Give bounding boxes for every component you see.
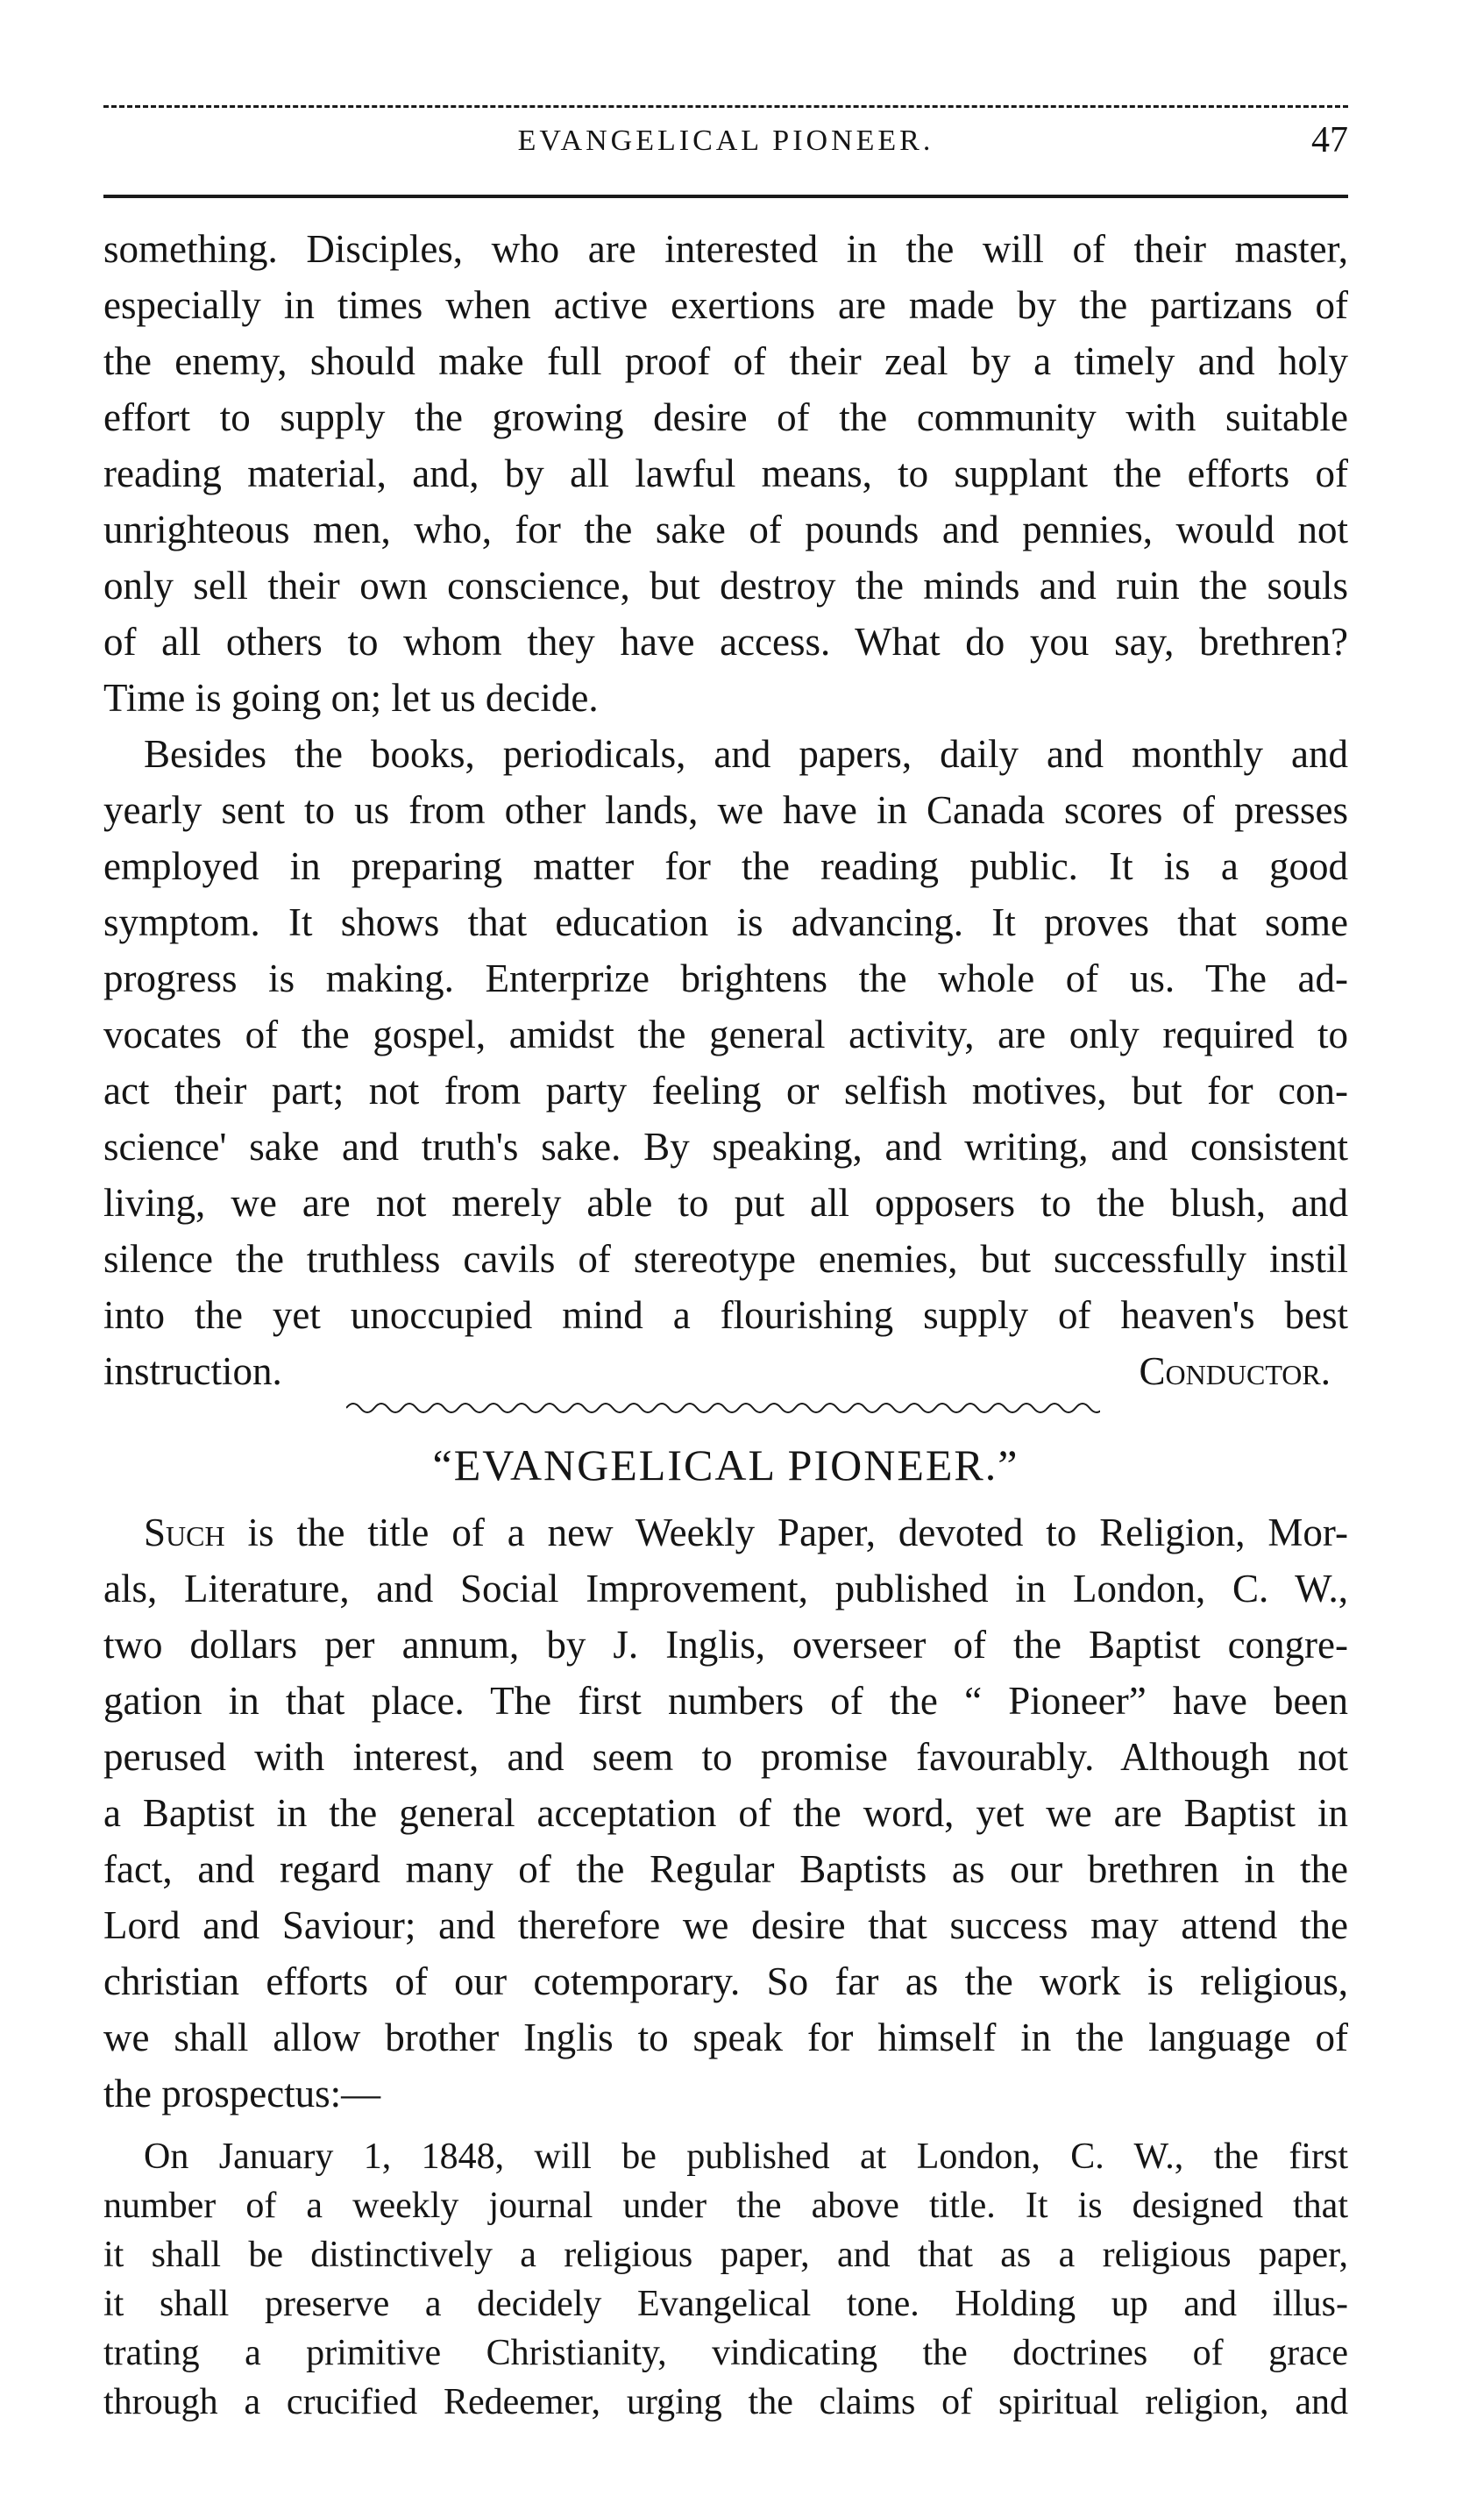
text-line: christian efforts of our cotemporary. So far as the work is religious, [103, 1959, 1348, 2003]
text-line: gation in that place. The first numbers of the “ Pioneer” have been [103, 1679, 1348, 1723]
text-line: number of a weekly journal under the above title. It is designed that [103, 2186, 1348, 2226]
text-line: two dollars per annum, by J. Inglis, overseer of the Baptist congre- [103, 1623, 1348, 1667]
signature: Conductor. [1139, 1349, 1331, 1393]
closing-text: instruction. [103, 1349, 282, 1393]
text-line: als, Literature, and Social Improvement, published in London, C. W., [103, 1567, 1348, 1611]
text-line: symptom. It shows that education is advancing. It proves that some [103, 900, 1348, 944]
text-line: through a crucified Redeemer, urging the claims of spiritual religion, and [103, 2382, 1348, 2422]
text-line: it shall be distinctively a religious paper, and that as a religious paper, [103, 2235, 1348, 2275]
text-line: the prospectus:— [103, 2072, 381, 2115]
running-title: EVANGELICAL PIONEER. [517, 124, 934, 157]
pioneer-review-body [103, 1504, 1348, 2122]
text-line: Besides the books, periodicals, and papers, daily and monthly and [144, 732, 1348, 776]
prospectus-quotation [103, 2132, 1348, 2427]
text-line: of all others to whom they have access. What do you say, brethren? [103, 620, 1348, 664]
text-line: Time is going on; let us decide. [103, 676, 599, 720]
text-line-rest: is the title of a new Weekly Paper, devoted to Religion, Mor- [224, 1511, 1348, 1554]
text-line: Lord and Saviour; and therefore we desire that success may attend the [103, 1903, 1348, 1947]
paragraph-2 [103, 726, 1348, 1399]
text-line: especially in times when active exertions are made by the partizans of [103, 283, 1348, 327]
text-line: perused with interest, and seem to promise favourably. Although not [103, 1735, 1348, 1779]
text-line: into the yet unoccupied mind a flourishing supply of heaven's best [103, 1293, 1348, 1337]
conductor-article-body [103, 221, 1348, 1399]
drop-lead-word: Such [144, 1511, 225, 1554]
text-line: living, we are not merely able to put all opposers to the blush, and [103, 1181, 1348, 1225]
text-line: On January 1, 1848, will be published at London, C. W., the first [144, 2137, 1348, 2177]
text-line: yearly sent to us from other lands, we have in Canada scores of presses [103, 788, 1348, 832]
text-line: it shall preserve a decidely Evangelical tone. Holding up and illus- [103, 2284, 1348, 2324]
text-line: only sell their own conscience, but destroy the minds and ruin the souls [103, 564, 1348, 608]
text-line: a Baptist in the general acceptation of the word, yet we are Baptist in [103, 1791, 1348, 1835]
text-line: progress is making. Enterprize brightens the whole of us. The ad- [103, 956, 1348, 1000]
header-top-rule [103, 105, 1348, 108]
text-line: reading material, and, by all lawful means, to supplant the efforts of [103, 452, 1348, 495]
text-line: trating a primitive Christianity, vindicating the doctrines of grace [103, 2333, 1348, 2373]
text-line: something. Disciples, who are interested in the will of their master, [103, 227, 1348, 271]
paragraph-1 [103, 221, 1348, 726]
text-line: fact, and regard many of the Regular Baptists as our brethren in the [103, 1847, 1348, 1891]
text-line: the enemy, should make full proof of their zeal by a timely and holy [103, 339, 1348, 383]
text-line: employed in preparing matter for the reading public. It is a good [103, 844, 1348, 888]
text-line: silence the truthless cavils of stereotype enemies, but successfully instil [103, 1237, 1348, 1281]
text-line: vocates of the gospel, amidst the general activity, are only required to [103, 1013, 1348, 1056]
text-line [103, 1504, 1348, 1561]
wavy-divider-ornament [346, 1398, 1100, 1418]
closing-line [103, 1343, 1348, 1399]
text-line: act their part; not from party feeling or selfish motives, but for con- [103, 1069, 1348, 1113]
article-title: “EVANGELICAL PIONEER.” [432, 1440, 1019, 1490]
text-line: unrighteous men, who, for the sake of pounds and pennies, would not [103, 508, 1348, 551]
page-number: 47 [1311, 120, 1348, 160]
running-head [103, 119, 1348, 172]
header-bottom-rule [103, 195, 1348, 198]
text-line: we shall allow brother Inglis to speak for himself in the language of [103, 2016, 1348, 2059]
text-line: science' sake and truth's sake. By speaking, and writing, and consistent [103, 1125, 1348, 1169]
text-line: effort to supply the growing desire of the community with suitable [103, 395, 1348, 439]
